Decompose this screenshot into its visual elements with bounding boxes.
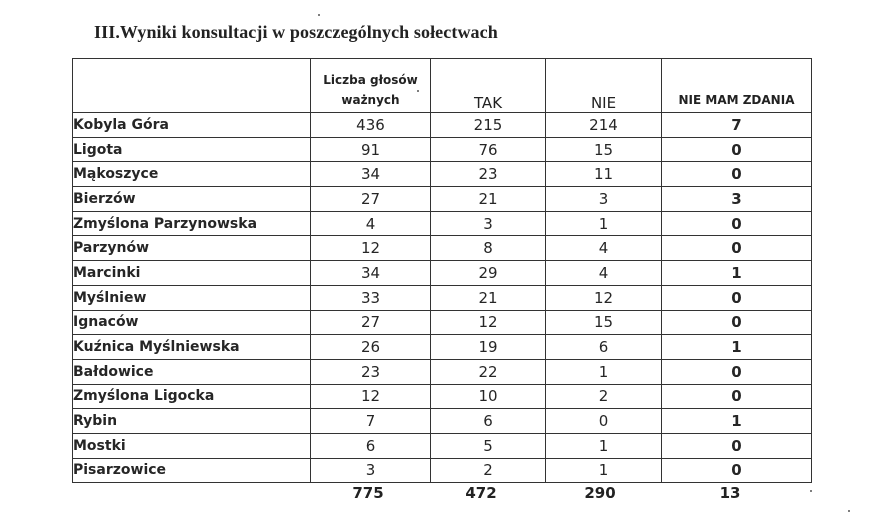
- valid-votes-cell: 34: [311, 162, 431, 187]
- no-opinion-cell: 7: [662, 113, 812, 138]
- yes-votes-cell: 22: [431, 359, 546, 384]
- no-votes-cell: 15: [546, 137, 662, 162]
- header-valid-votes: [311, 59, 431, 113]
- no-opinion-cell: 0: [662, 310, 812, 335]
- valid-votes-cell: 3: [311, 458, 431, 483]
- total-valid: 775: [352, 484, 384, 502]
- table-body: [73, 113, 812, 483]
- table-row: [73, 384, 812, 409]
- valid-votes-cell: 7: [311, 409, 431, 434]
- yes-votes-cell: 12: [431, 310, 546, 335]
- valid-votes-cell: 33: [311, 285, 431, 310]
- valid-votes-cell: 436: [311, 113, 431, 138]
- yes-votes-cell: 23: [431, 162, 546, 187]
- yes-votes-cell: 215: [431, 113, 546, 138]
- valid-votes-cell: 6: [311, 433, 431, 458]
- table-row: [73, 261, 812, 286]
- no-votes-cell: 6: [546, 335, 662, 360]
- village-name-cell: Mąkoszyce: [73, 162, 311, 187]
- table-row: [73, 162, 812, 187]
- no-opinion-cell: 3: [662, 187, 812, 212]
- yes-votes-cell: 3: [431, 211, 546, 236]
- no-opinion-cell: 1: [662, 261, 812, 286]
- no-votes-cell: 15: [546, 310, 662, 335]
- yes-votes-cell: 76: [431, 137, 546, 162]
- no-opinion-cell: 1: [662, 335, 812, 360]
- table-row: [73, 335, 812, 360]
- scan-speck: [848, 510, 850, 512]
- header-village: [73, 59, 311, 113]
- village-name-cell: Bierzów: [73, 187, 311, 212]
- village-name-cell: Kuźnica Myślniewska: [73, 335, 311, 360]
- scan-speck: [318, 14, 320, 16]
- no-votes-cell: 1: [546, 458, 662, 483]
- no-votes-cell: 1: [546, 211, 662, 236]
- no-votes-cell: 214: [546, 113, 662, 138]
- village-name-cell: Myślniew: [73, 285, 311, 310]
- no-opinion-cell: 0: [662, 384, 812, 409]
- valid-votes-cell: 91: [311, 137, 431, 162]
- results-table: [72, 58, 812, 483]
- total-no-opinion: 13: [719, 484, 741, 502]
- village-name-cell: Pisarzowice: [73, 458, 311, 483]
- table-row: [73, 113, 812, 138]
- yes-votes-cell: 6: [431, 409, 546, 434]
- no-votes-cell: 3: [546, 187, 662, 212]
- yes-votes-cell: 5: [431, 433, 546, 458]
- no-opinion-cell: 0: [662, 359, 812, 384]
- village-name-cell: Kobyla Góra: [73, 113, 311, 138]
- header-valid-votes-line2: ważnych: [341, 93, 400, 107]
- table-row: [73, 359, 812, 384]
- table-row: [73, 409, 812, 434]
- valid-votes-cell: 12: [311, 236, 431, 261]
- no-opinion-cell: 0: [662, 211, 812, 236]
- yes-votes-cell: 21: [431, 187, 546, 212]
- valid-votes-cell: 34: [311, 261, 431, 286]
- no-votes-cell: 1: [546, 359, 662, 384]
- header-no-opinion: NIE MAM ZDANIA: [662, 59, 812, 113]
- no-votes-cell: 2: [546, 384, 662, 409]
- no-opinion-cell: 0: [662, 137, 812, 162]
- village-name-cell: Rybin: [73, 409, 311, 434]
- valid-votes-cell: 27: [311, 187, 431, 212]
- no-opinion-cell: 1: [662, 409, 812, 434]
- village-name-cell: Marcinki: [73, 261, 311, 286]
- no-votes-cell: 12: [546, 285, 662, 310]
- total-no: 290: [584, 484, 616, 502]
- village-name-cell: Bałdowice: [73, 359, 311, 384]
- village-name-cell: Parzynów: [73, 236, 311, 261]
- valid-votes-cell: 4: [311, 211, 431, 236]
- table-row: [73, 433, 812, 458]
- no-opinion-cell: 0: [662, 433, 812, 458]
- no-opinion-cell: 0: [662, 162, 812, 187]
- table-row: [73, 310, 812, 335]
- yes-votes-cell: 10: [431, 384, 546, 409]
- no-votes-cell: 1: [546, 433, 662, 458]
- valid-votes-cell: 12: [311, 384, 431, 409]
- village-name-cell: Ignaców: [73, 310, 311, 335]
- village-name-cell: Ligota: [73, 137, 311, 162]
- yes-votes-cell: 29: [431, 261, 546, 286]
- no-votes-cell: 4: [546, 261, 662, 286]
- village-name-cell: Zmyślona Ligocka: [73, 384, 311, 409]
- no-votes-cell: 11: [546, 162, 662, 187]
- table-row: [73, 458, 812, 483]
- no-opinion-cell: 0: [662, 236, 812, 261]
- page-title: III.Wyniki konsultacji w poszczególnych sołectwach: [94, 22, 498, 42]
- no-opinion-cell: 0: [662, 285, 812, 310]
- yes-votes-cell: 19: [431, 335, 546, 360]
- no-votes-cell: 0: [546, 409, 662, 434]
- village-name-cell: Zmyślona Parzynowska: [73, 211, 311, 236]
- table-header-row: [73, 59, 812, 113]
- yes-votes-cell: 21: [431, 285, 546, 310]
- yes-votes-cell: 2: [431, 458, 546, 483]
- yes-votes-cell: 8: [431, 236, 546, 261]
- table-row: [73, 187, 812, 212]
- valid-votes-cell: 23: [311, 359, 431, 384]
- table-row: [73, 211, 812, 236]
- total-yes: 472: [465, 484, 497, 502]
- no-opinion-cell: 0: [662, 458, 812, 483]
- table-row: [73, 137, 812, 162]
- totals-row: [0, 484, 886, 506]
- valid-votes-cell: 26: [311, 335, 431, 360]
- header-no: NIE: [546, 59, 662, 113]
- header-valid-votes-line1: Liczba głosów: [323, 73, 418, 87]
- table-row: [73, 285, 812, 310]
- village-name-cell: Mostki: [73, 433, 311, 458]
- header-yes: TAK: [431, 59, 546, 113]
- table-row: [73, 236, 812, 261]
- no-votes-cell: 4: [546, 236, 662, 261]
- valid-votes-cell: 27: [311, 310, 431, 335]
